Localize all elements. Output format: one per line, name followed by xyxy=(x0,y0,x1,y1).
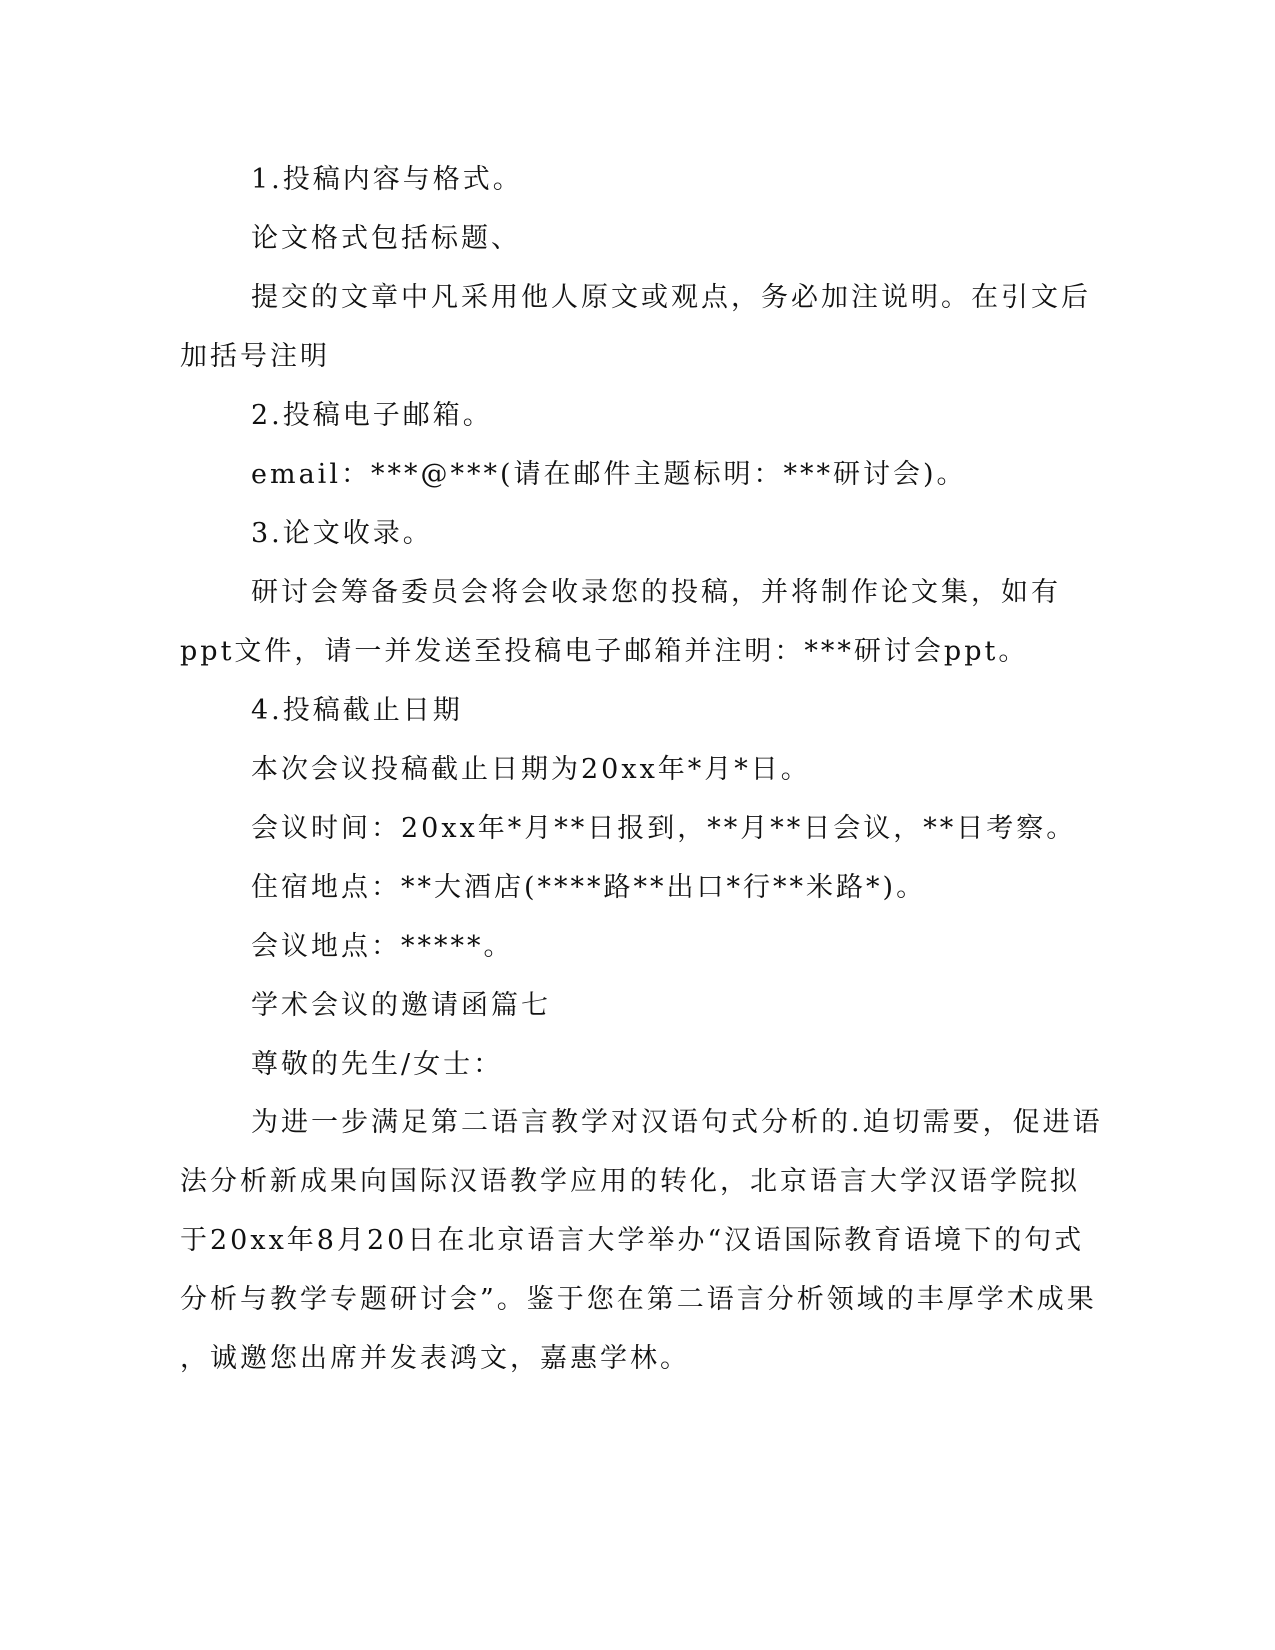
paragraph-line: 论文格式包括标题、 xyxy=(251,223,521,254)
paragraph-line: 分析与教学专题研讨会”。鉴于您在第二语言分析领域的丰厚学术成果 xyxy=(180,1284,1097,1315)
paragraph-line: 会议时间：20xx年*月**日报到，**月**日会议，**日考察。 xyxy=(251,813,1077,844)
paragraph-line: 1.投稿内容与格式。 xyxy=(251,164,523,195)
paragraph-line: ，诚邀您出席并发表鸿文，嘉惠学林。 xyxy=(180,1343,690,1374)
paragraph-line: ppt文件，请一并发送至投稿电子邮箱并注明：***研讨会ppt。 xyxy=(180,636,1029,667)
section-heading: 学术会议的邀请函篇七 xyxy=(251,990,551,1021)
paragraph-line: 2.投稿电子邮箱。 xyxy=(251,400,493,431)
paragraph-line: 住宿地点：**大酒店(****路**出口*行**米路*)。 xyxy=(251,872,927,903)
paragraph-line: 本次会议投稿截止日期为20xx年*月*日。 xyxy=(251,754,811,785)
paragraph-line: 4.投稿截止日期 xyxy=(251,695,463,726)
paragraph-line: 法分析新成果向国际汉语教学应用的转化，北京语言大学汉语学院拟 xyxy=(180,1166,1080,1197)
paragraph-line: email：***@***(请在邮件主题标明：***研讨会)。 xyxy=(251,459,967,490)
paragraph-line: 会议地点：*****。 xyxy=(251,931,514,962)
salutation: 尊敬的先生/女士： xyxy=(251,1049,504,1080)
paragraph-line: 3.论文收录。 xyxy=(251,518,433,549)
paragraph-line: 研讨会筹备委员会将会收录您的投稿，并将制作论文集，如有 xyxy=(251,577,1061,608)
paragraph-line: 为进一步满足第二语言教学对汉语句式分析的.迫切需要，促进语 xyxy=(251,1107,1103,1138)
paragraph-line: 提交的文章中凡采用他人原文或观点，务必加注说明。在引文后 xyxy=(251,282,1091,313)
paragraph-line: 于20xx年8月20日在北京语言大学举办“汉语国际教育语境下的句式 xyxy=(180,1225,1085,1256)
paragraph-line: 加括号注明 xyxy=(180,341,330,372)
